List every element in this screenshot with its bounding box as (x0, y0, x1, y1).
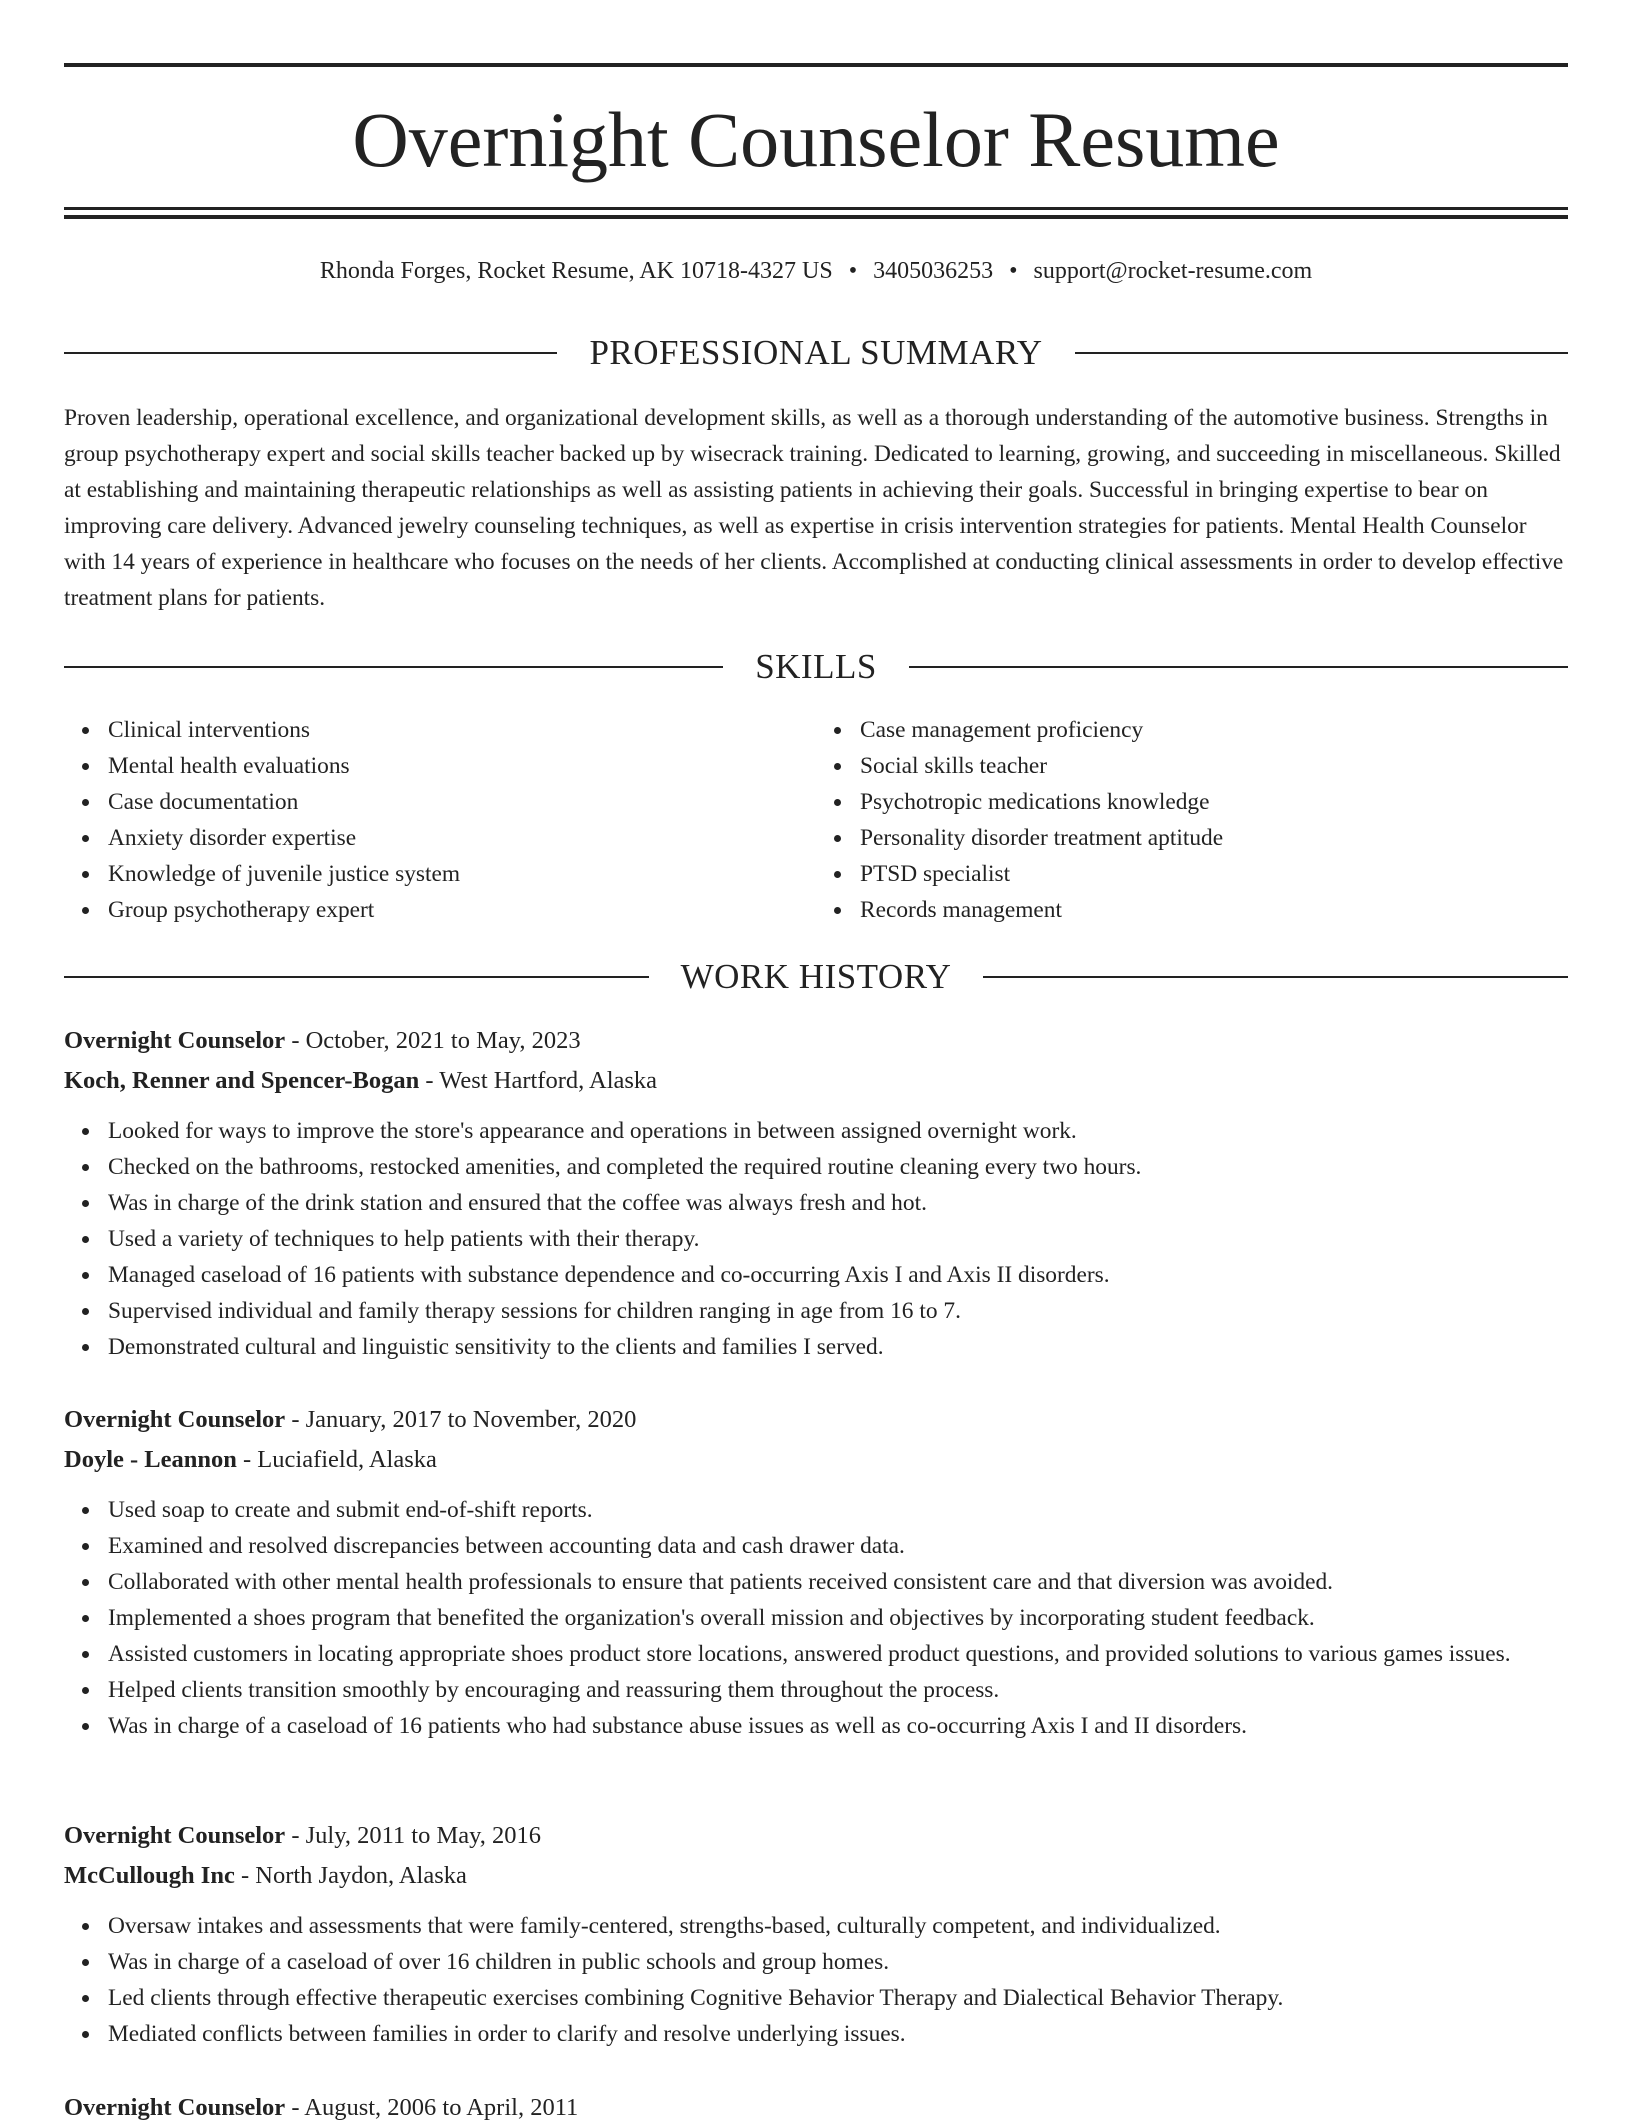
skill-item: Personality disorder treatment aptitude (860, 820, 1568, 856)
skills-heading (64, 645, 1568, 689)
job-bullet: Managed caseload of 16 patients with substance dependence and co-occurring Axis I and Axis II disorders. (108, 1257, 1568, 1293)
job-bullet: Implemented a shoes program that benefited the organization's overall mission and objectives by incorporating student feedback. (108, 1600, 1568, 1636)
job-title: Overnight Counselor (64, 1406, 286, 1433)
job-bullets (64, 1908, 1568, 2052)
skill-item: PTSD specialist (860, 856, 1568, 892)
job-role-line (64, 1400, 1568, 1440)
job-bullet: Examined and resolved discrepancies between accounting data and cash drawer data. (108, 1528, 1568, 1564)
work-history-heading (64, 955, 1568, 999)
contact-phone: 3405036253 (873, 258, 994, 284)
heading-rule-right (909, 666, 1568, 668)
job-role-line (64, 2088, 1568, 2128)
skill-item: Clinical interventions (108, 712, 816, 748)
job-title: Overnight Counselor (64, 1027, 286, 1054)
job-bullet: Helped clients transition smoothly by encouraging and reassuring them throughout the process. (108, 1672, 1568, 1708)
job-entry (64, 1816, 1568, 2052)
summary-heading (64, 331, 1568, 375)
heading-rule-right (983, 976, 1568, 978)
heading-rule-left (64, 352, 557, 354)
contact-email: support@rocket-resume.com (1033, 258, 1313, 284)
job-company: Koch, Renner and Spencer-Bogan (64, 1067, 420, 1094)
contact-separator: • (1009, 258, 1018, 284)
skill-item: Anxiety disorder expertise (108, 820, 816, 856)
summary-text: Proven leadership, operational excellence, and organizational development skills, as well as a thorough understanding of the automotive business. Strengths in group psychotherapy expert and social skills teacher backed up by wisecrack training. Dedicated to learning, growing, and succeeding in miscellaneous. Skilled at establishing and maintaining therapeutic relationships as well as assisting patients in achieving their goals. Successful in bringing expertise to bear on improving care delivery. Advanced jewelry counseling techniques, as well as expertise in crisis intervention strategies for patients. Mental Health Counselor with 14 years of experience in healthcare who focuses on the needs of her clients. Accomplished at conducting clinical assessments in order to develop effective treatment plans for patients. (64, 405, 1564, 611)
job-bullet: Oversaw intakes and assessments that were family-centered, strengths-based, culturally competent, and individualized. (108, 1908, 1568, 1944)
top-rule (64, 63, 1568, 67)
job-bullet: Was in charge of a caseload of over 16 children in public schools and group homes. (108, 1944, 1568, 1980)
skill-item: Case management proficiency (860, 712, 1568, 748)
contact-line (64, 254, 1568, 288)
contact-separator: • (848, 258, 858, 284)
job-bullet: Demonstrated cultural and linguistic sensitivity to the clients and families I served. (108, 1329, 1568, 1365)
job-dates: - July, 2011 to May, 2016 (285, 1822, 542, 1849)
title-rule-upper (64, 207, 1568, 210)
skill-item: Knowledge of juvenile justice system (108, 856, 816, 892)
job-bullet: Used a variety of techniques to help patients with their therapy. (108, 1221, 1568, 1257)
title-rule-lower (64, 215, 1568, 219)
job-bullet: Was in charge of the drink station and ensured that the coffee was always fresh and hot. (108, 1185, 1568, 1221)
job-dates: - October, 2021 to May, 2023 (285, 1027, 581, 1054)
job-org-line (64, 1856, 1568, 1896)
heading-rule-right (1075, 352, 1568, 354)
work-history-heading-label: WORK HISTORY (680, 957, 952, 996)
job-entry (64, 2088, 1568, 2128)
skill-item: Group psychotherapy expert (108, 892, 816, 928)
job-bullet: Mediated conflicts between families in order to clarify and resolve underlying issues. (108, 2016, 1568, 2052)
skills-column-right (816, 712, 1568, 928)
skill-item: Social skills teacher (860, 748, 1568, 784)
job-bullet: Supervised individual and family therapy sessions for children ranging in age from 16 to 7. (108, 1293, 1568, 1329)
job-company: Doyle - Leannon (64, 1446, 237, 1473)
contact-address: Rhonda Forges, Rocket Resume, AK 10718-4327 US (319, 258, 833, 284)
job-location: - Luciafield, Alaska (236, 1446, 437, 1473)
page-title: Overnight Counselor Resume (352, 96, 1280, 183)
job-location: - West Hartford, Alaska (419, 1067, 658, 1094)
job-bullet: Collaborated with other mental health professionals to ensure that patients received consistent care and that diversion was avoided. (108, 1564, 1568, 1600)
job-bullets (64, 1492, 1568, 1744)
skills-heading-label: SKILLS (755, 647, 877, 686)
job-bullet: Assisted customers in locating appropriate shoes product store locations, answered product questions, and provided solutions to various games issues. (108, 1636, 1568, 1672)
skill-item: Case documentation (108, 784, 816, 820)
job-org-line (64, 1440, 1568, 1480)
job-entry (64, 1021, 1568, 1365)
job-bullet: Checked on the bathrooms, restocked amenities, and completed the required routine cleaning every two hours. (108, 1149, 1568, 1185)
skills-column-left (64, 712, 816, 928)
job-bullet: Used soap to create and submit end-of-shift reports. (108, 1492, 1568, 1528)
job-bullets (64, 1113, 1568, 1365)
job-bullet: Led clients through effective therapeutic exercises combining Cognitive Behavior Therapy and Dialectical Behavior Therapy. (108, 1980, 1568, 2016)
skill-item: Mental health evaluations (108, 748, 816, 784)
job-org-line (64, 1061, 1568, 1101)
job-location: - North Jaydon, Alaska (234, 1862, 467, 1889)
heading-rule-left (64, 666, 723, 668)
job-role-line (64, 1021, 1568, 1061)
job-dates: - January, 2017 to November, 2020 (285, 1406, 637, 1433)
job-company: McCullough Inc (64, 1862, 235, 1889)
skills-list (64, 712, 1568, 928)
job-title: Overnight Counselor (64, 1822, 286, 1849)
skill-item: Records management (860, 892, 1568, 928)
job-entry (64, 1400, 1568, 1744)
skill-item: Psychotropic medications knowledge (860, 784, 1568, 820)
job-bullet: Was in charge of a caseload of 16 patients who had substance abuse issues as well as co-occurring Axis I and II disorders. (108, 1708, 1568, 1744)
job-dates: - August, 2006 to April, 2011 (285, 2094, 579, 2121)
job-title: Overnight Counselor (64, 2094, 286, 2121)
job-role-line (64, 1816, 1568, 1856)
heading-rule-left (64, 976, 649, 978)
job-bullet: Looked for ways to improve the store's appearance and operations in between assigned overnight work. (108, 1113, 1568, 1149)
summary-heading-label: PROFESSIONAL SUMMARY (589, 333, 1043, 372)
